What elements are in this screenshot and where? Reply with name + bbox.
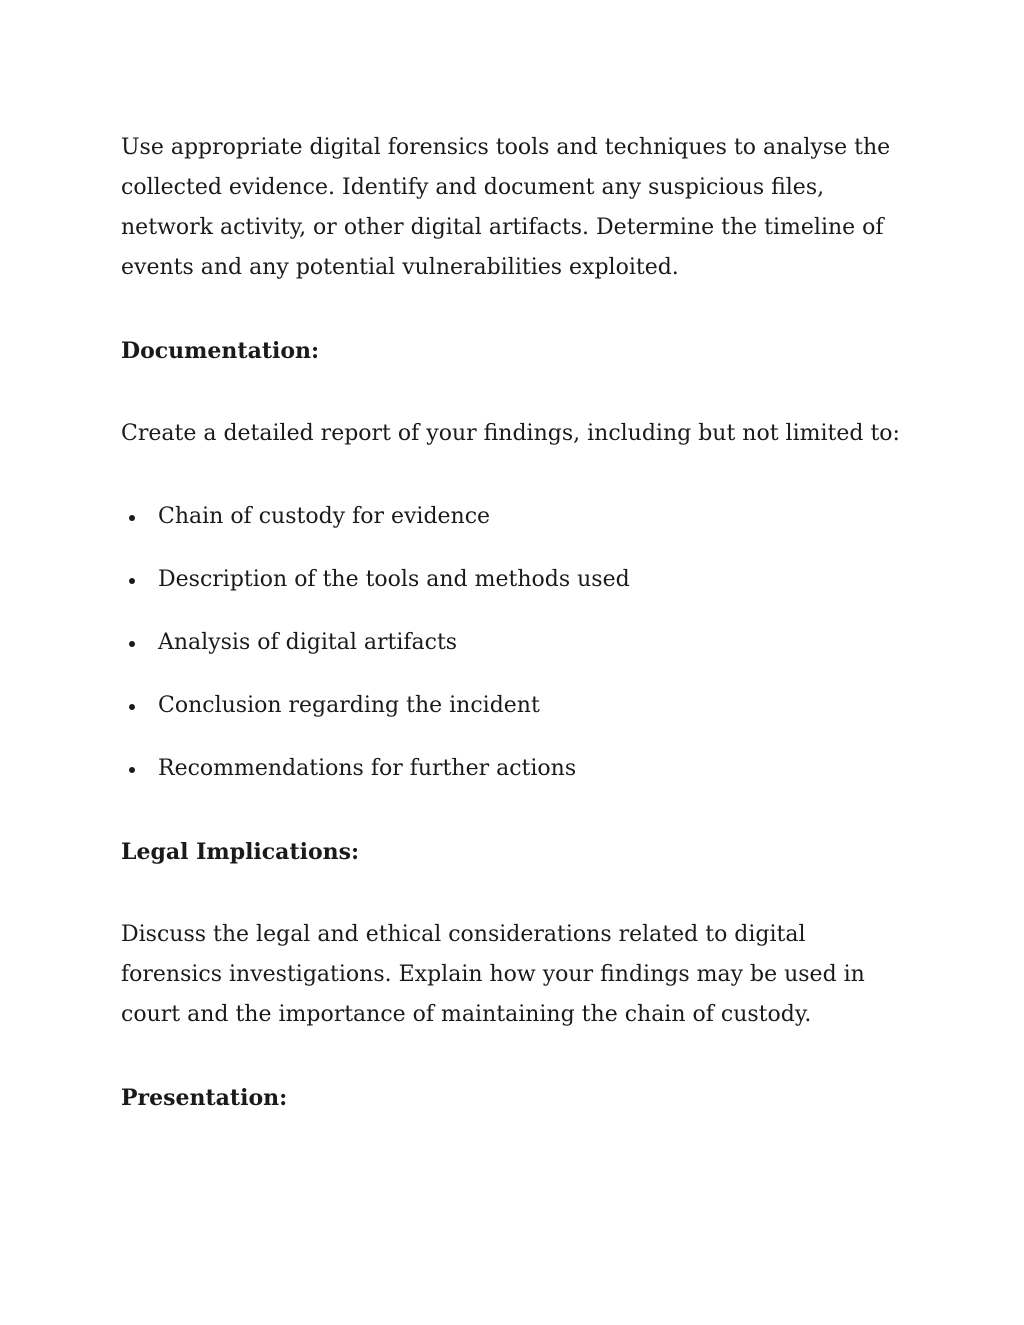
intro-paragraph: Use appropriate digital forensics tools and techniques to analyse the collected evidence. Identify and document any suspicious files, network activity, or other digital artifacts. Determine the timeline of events and any potential vulnerabilities exploited. — [121, 135, 891, 280]
list-item-text: Recommendations for further actions — [158, 756, 577, 781]
bullet-icon — [129, 515, 135, 521]
documentation-lead-paragraph: Create a detailed report of your findings, including but not limited to: — [121, 421, 900, 446]
document-page — [121, 128, 911, 1118]
list-item-text: Description of the tools and methods used — [158, 567, 630, 592]
list-item-text: Analysis of digital artifacts — [158, 630, 458, 655]
documentation-heading: Documentation: — [121, 338, 320, 364]
list-item — [121, 560, 911, 600]
bullet-icon — [129, 704, 135, 710]
list-item — [121, 749, 911, 789]
documentation-list — [121, 497, 911, 789]
legal-implications-heading: Legal Implications: — [121, 839, 360, 865]
list-item — [121, 686, 911, 726]
bullet-icon — [129, 578, 135, 584]
bullet-icon — [129, 767, 135, 773]
list-item — [121, 623, 911, 663]
bullet-icon — [129, 641, 135, 647]
list-item-text: Chain of custody for evidence — [158, 504, 491, 529]
list-item — [121, 497, 911, 537]
presentation-heading: Presentation: — [121, 1085, 288, 1111]
legal-implications-paragraph: Discuss the legal and ethical considerations related to digital forensics investigations. Explain how your findings may be used in court and the importance of maintaining the chain of custody. — [121, 922, 865, 1027]
list-item-text: Conclusion regarding the incident — [158, 693, 540, 718]
